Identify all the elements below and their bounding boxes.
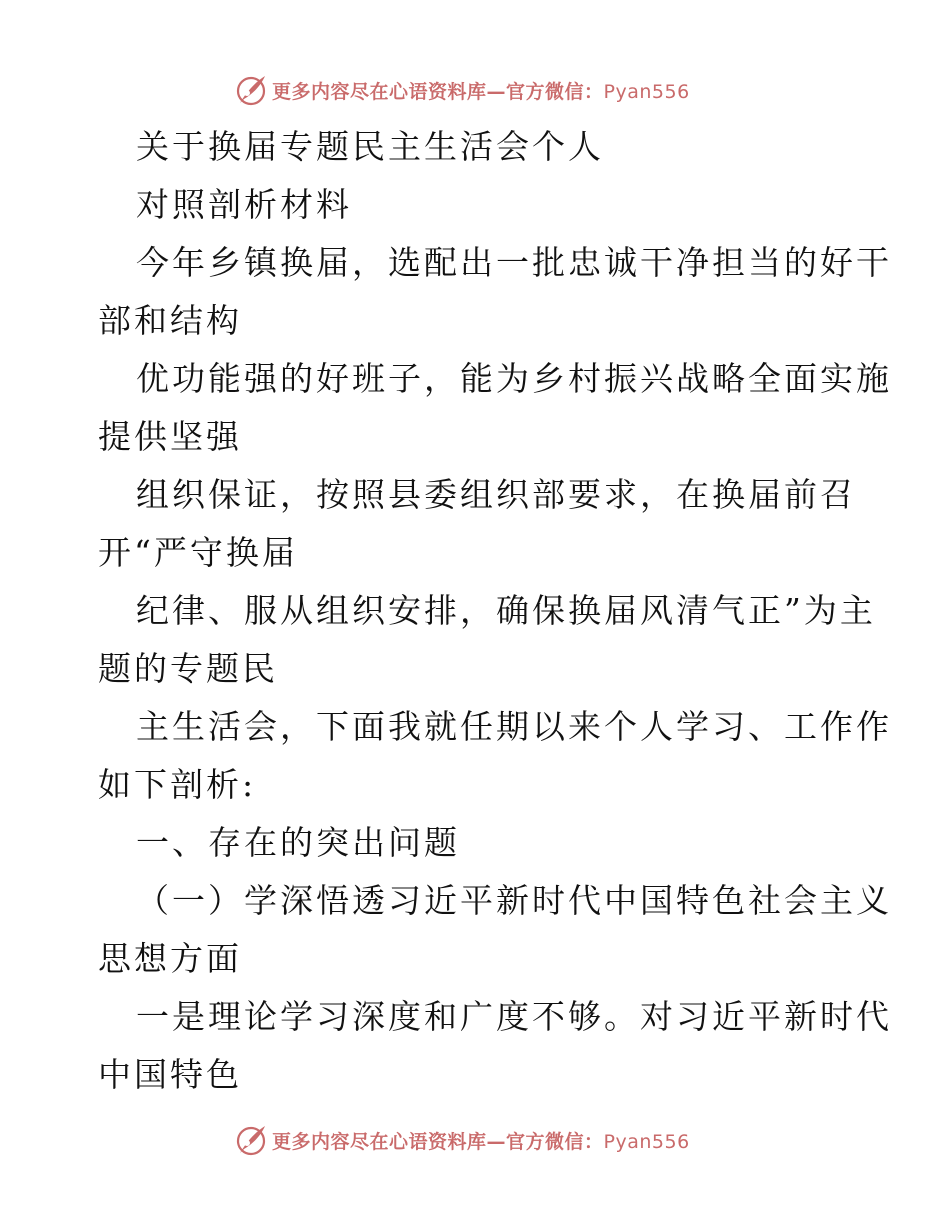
footer-watermark <box>234 1122 690 1158</box>
watermark-wechat-id: Pyan556 <box>603 80 690 103</box>
paragraph-line: 组织保证，按照县委组织部要求，在换届前召 <box>136 475 856 514</box>
quill-logo-icon <box>234 1123 268 1157</box>
paragraph-line: 题的专题民 <box>98 649 278 688</box>
paragraph-line: 纪律、服从组织安排，确保换届风清气正”为主 <box>136 591 876 630</box>
watermark-text: 更多内容尽在心语资料库—官方微信： <box>272 80 604 103</box>
paragraph-line: 今年乡镇换届，选配出一批忠诚干净担当的好干 <box>136 243 892 282</box>
subsection-heading-cont: 思想方面 <box>98 939 242 978</box>
paragraph-line: 中国特色 <box>98 1055 242 1094</box>
document-body <box>98 118 892 1104</box>
doc-title-line-1: 关于换届专题民主生活会个人 <box>136 127 604 166</box>
section-heading: 一、存在的突出问题 <box>136 823 460 862</box>
paragraph-line: 如下剖析: <box>98 765 257 804</box>
paragraph-line: 提供坚强 <box>98 417 242 456</box>
watermark-wechat-id: Pyan556 <box>603 1130 690 1153</box>
header-watermark <box>234 72 690 108</box>
paragraph-line: 优功能强的好班子，能为乡村振兴战略全面实施 <box>136 359 892 398</box>
quill-logo-icon <box>234 73 268 107</box>
paragraph-line: 部和结构 <box>98 301 242 340</box>
paragraph-line: 主生活会，下面我就任期以来个人学习、工作作 <box>136 707 892 746</box>
watermark-text: 更多内容尽在心语资料库—官方微信： <box>272 1130 604 1153</box>
subsection-heading: （一）学深悟透习近平新时代中国特色社会主义 <box>136 881 892 920</box>
doc-title-line-2: 对照剖析材料 <box>136 185 352 224</box>
paragraph-line: 一是理论学习深度和广度不够。对习近平新时代 <box>136 997 892 1036</box>
paragraph-line: 开“严守换届 <box>98 533 298 572</box>
